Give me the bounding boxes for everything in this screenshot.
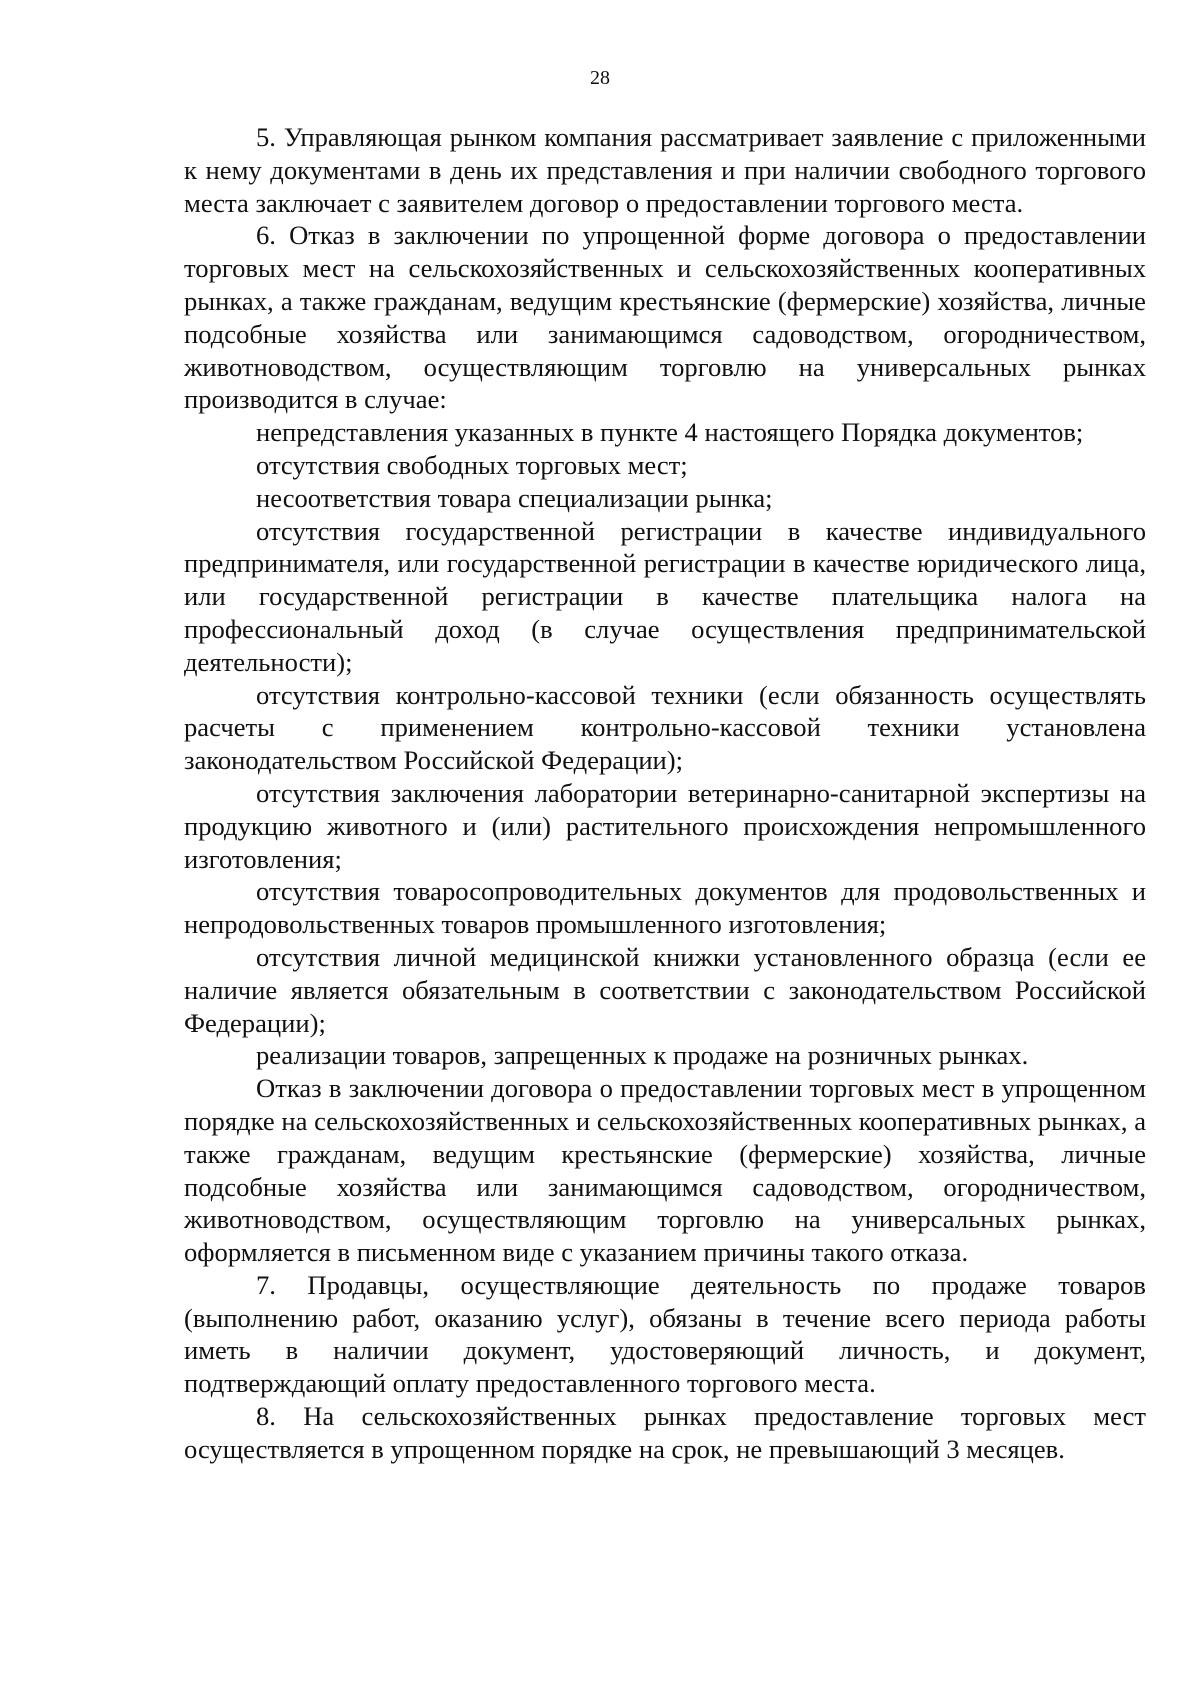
refusal-ground-no-medical-book: отсутствия личной медицинской книжки установленного образца (если ее наличие является обязательным в соответствии с законодательством Российской Федерации); [184, 941, 1146, 1038]
paragraph-item-7: 7. Продавцы, осуществляющие деятельность по продаже товаров (выполнению работ, оказанию услуг), обязаны в течение всего периода работы иметь в наличии документ, удостоверяющий личность, и документ, подтверждающий оплату предоставленного торгового места. [184, 1269, 1146, 1399]
refusal-ground-prohibited-goods: реализации товаров, запрещенных к продаже на розничных рынках. [256, 1040, 1029, 1071]
paragraph-refusal-written-form: Отказ в заключении договора о предоставлении торговых мест в упрощенном порядке на сельскохозяйственных и сельскохозяйственных кооперативных рынках, а также гражданам, ведущим крестьянские (фермерские) хозяйства, личные подсобные хозяйства или занимающимся садоводством, огородничеством, животноводством, осуществляющим торговлю на универсальных рынках, оформляется в письменном виде с указанием причины такого отказа. [184, 1073, 1146, 1268]
paragraph-item-5: 5. Управляющая рынком компания рассматривает заявление с приложенными к нему документами в день их представления и при наличии свободного торгового места заключает с заявителем договор о предоставлении торгового места. [184, 122, 1146, 218]
paragraph-item-8: 8. На сельскохозяйственных рынках предоставление торговых мест осуществляется в упрощенном порядке на срок, не превышающий 3 месяцев. [184, 1401, 1146, 1464]
paragraph-item-6-refusal-grounds: 6. Отказ в заключении по упрощенной форме договора о предоставлении торговых мест на сельскохозяйственных и сельскохозяйственных кооперативных рынках, а также гражданам, ведущим крестьянские (фермерские) хозяйства, личные подсобные хозяйства или занимающимся садоводством, огородничеством, животноводством, осуществляющим торговлю на универсальных рынках производится в случае: [184, 220, 1146, 415]
refusal-ground-no-registration: отсутствия государственной регистрации в качестве индивидуального предпринимателя, или государственной регистрации в качестве юридического лица, или государственной регистрации в качестве плательщика налога на профессиональный доход (в случае осуществления предпринимательской деятельности); [184, 515, 1146, 677]
refusal-ground-no-free-places: отсутствия свободных торговых мест; [256, 449, 688, 480]
refusal-ground-no-cash-register: отсутствия контрольно-кассовой техники (если обязанность осуществлять расчеты с применением контрольно-кассовой техники установлена законодательством Российской Федерации); [184, 679, 1146, 776]
refusal-ground-no-lab-conclusion: отсутствия заключения лаборатории ветеринарно-санитарной экспертизы на продукцию животного и (или) растительного происхождения непромышленного изготовления; [184, 777, 1146, 874]
refusal-ground-no-shipping-documents: отсутствия товаросопроводительных документов для продовольственных и непродовольственных товаров промышленного изготовления; [184, 876, 1146, 940]
page-number: 28 [590, 67, 610, 89]
refusal-ground-no-documents: непредставления указанных в пункте 4 настоящего Порядка документов; [256, 417, 1084, 448]
document-body [184, 121, 1146, 1466]
refusal-ground-specialization-mismatch: несоответствия товара специализации рынка; [256, 482, 773, 513]
